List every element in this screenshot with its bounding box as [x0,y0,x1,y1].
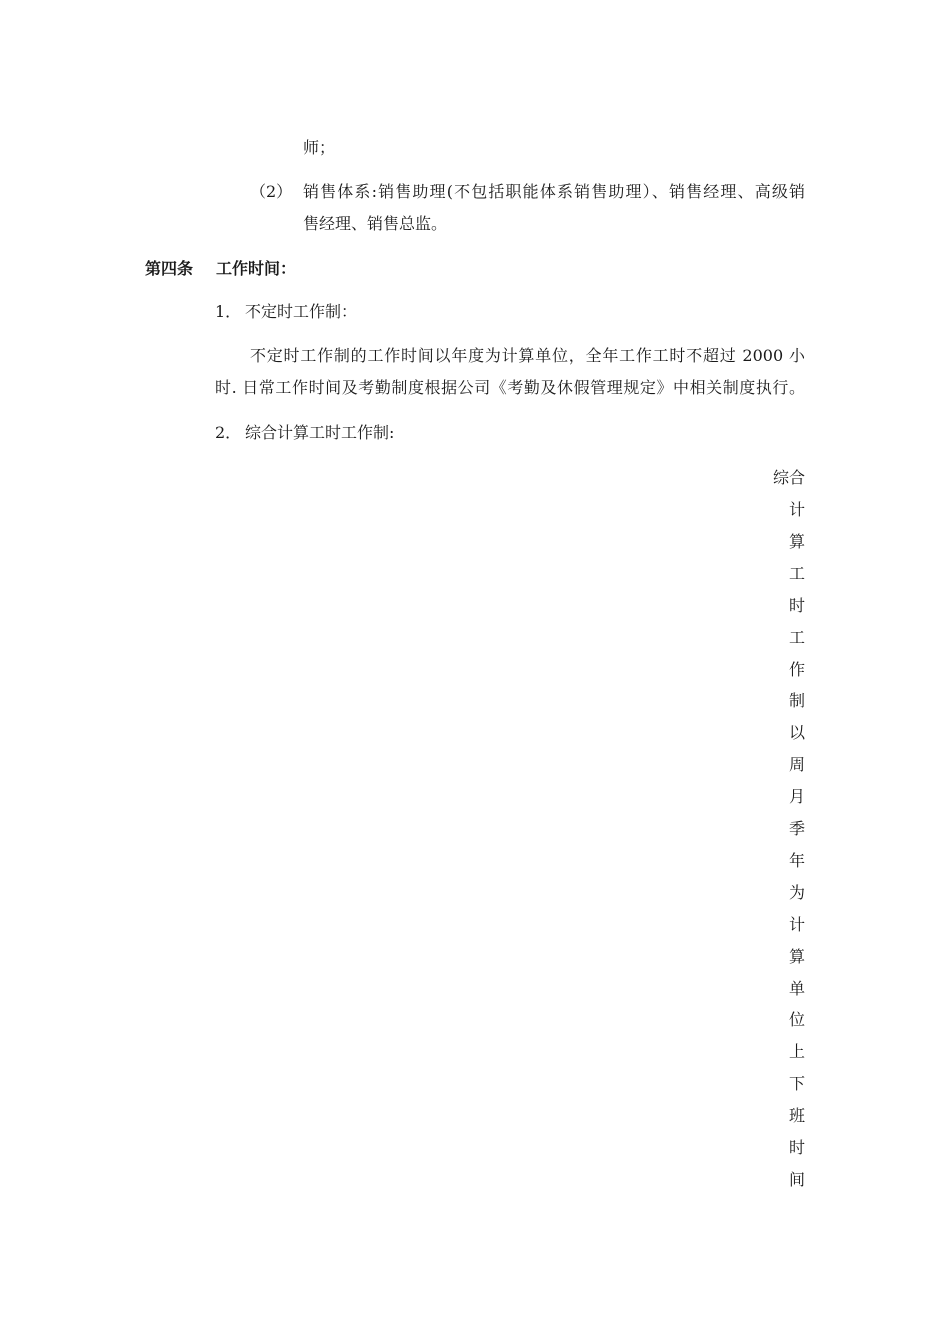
item-2-text-line-1: 销售体系:销售助理(不包括职能体系销售助理）、销售经理、高级销 [303,182,805,201]
item-2-text-line-2: 售经理、销售总监。 [303,214,448,233]
item-2-number: （2） [250,182,293,201]
section-2-title: 综合计算工时工作制: [245,423,395,442]
section-1-paragraph-line-2: 时. 日常工作时间及考勤制度根据公司《考勤及休假管理规定》中相关制度执行。 [215,378,805,397]
vertical-char: 年 [789,850,806,870]
section-1-title: 不定时工作制： [245,302,358,321]
vertical-char: 月 [789,787,806,807]
vertical-char: 间 [789,1169,806,1189]
vertical-char: 时 [789,1138,806,1157]
section-1-paragraph-line-1: 不定时工作制的工作时间以年度为计算单位，全年工作工时不超过 2000 小 [250,346,805,365]
vertical-char: 计 [789,914,806,934]
article-4-title: 工作时间： [216,259,297,278]
vertical-char: 季 [789,819,806,838]
section-1-number: 1． [215,302,242,321]
vertical-text-head: 综合 [773,468,806,487]
vertical-char: 单 [789,978,806,998]
section-2-number: 2． [215,423,242,442]
list-continuation: 师； [303,138,336,157]
vertical-char: 以 [789,723,806,743]
vertical-char: 计 [789,500,806,519]
vertical-char: 算 [789,531,806,551]
vertical-char: 班 [789,1106,806,1126]
vertical-char: 为 [789,882,806,902]
vertical-char: 工 [789,627,806,647]
vertical-char: 下 [789,1074,806,1094]
vertical-char: 位 [789,1010,806,1030]
article-4-number: 第四条 [145,259,194,278]
vertical-char: 作 [789,659,806,679]
vertical-char: 工 [789,563,806,583]
vertical-char: 时 [789,595,806,615]
vertical-char: 算 [789,946,806,966]
vertical-char: 制 [789,691,806,711]
vertical-char: 上 [789,1042,806,1062]
vertical-char: 周 [789,755,806,775]
